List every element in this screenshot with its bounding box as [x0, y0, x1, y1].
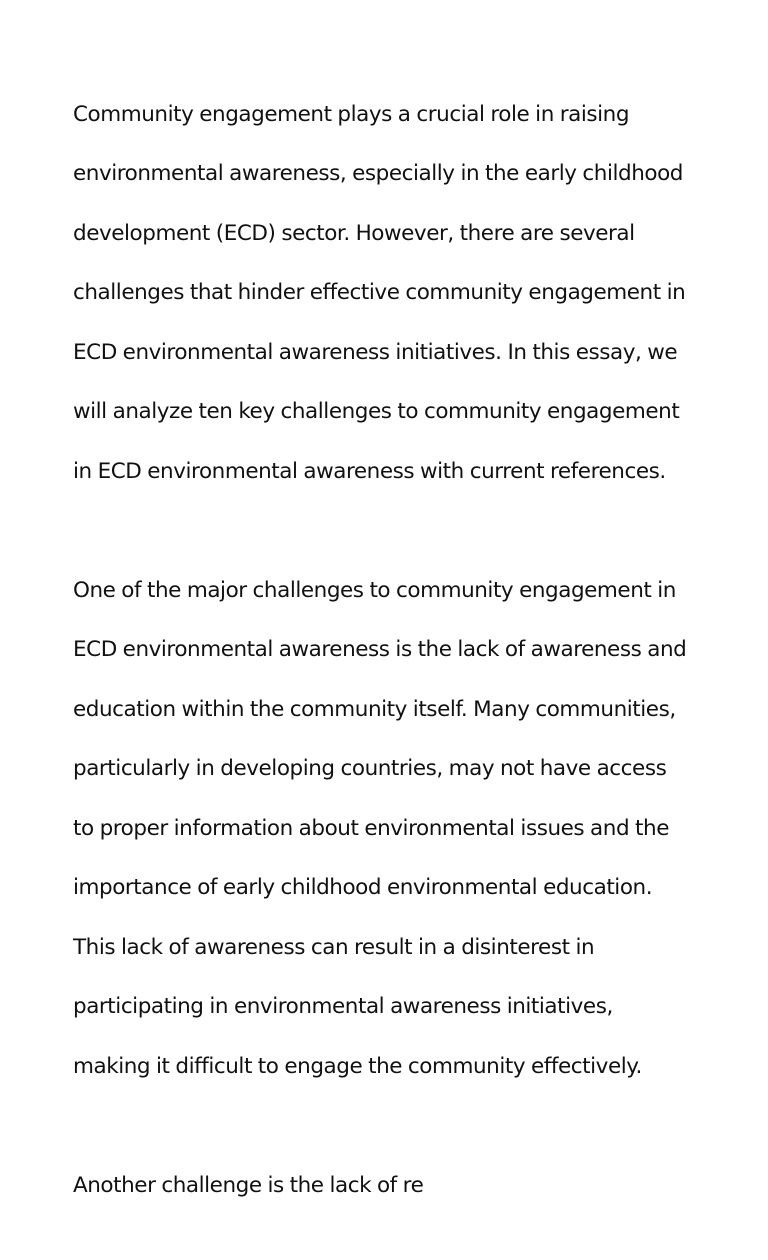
text-line: in ECD environmental awareness with current references.	[73, 458, 666, 484]
document-page	[73, 70, 703, 1260]
text-line: making it difficult to engage the community effectively.	[73, 1053, 642, 1079]
text-line: will analyze ten key challenges to community engagement	[73, 399, 680, 425]
paragraph-introduction	[73, 70, 703, 516]
text-line: environmental awareness, especially in the early childhood	[73, 161, 683, 187]
text-line: Another challenge is the lack of re	[73, 1172, 424, 1198]
text-line: ECD environmental awareness initiatives. In this essay, we	[73, 339, 678, 365]
text-line: One of the major challenges to community engagement in	[73, 577, 676, 603]
text-line: particularly in developing countries, may not have access	[73, 756, 667, 782]
text-line: importance of early childhood environmental education.	[73, 875, 653, 901]
text-line: education within the community itself. Many communities,	[73, 696, 676, 722]
text-line: This lack of awareness can result in a disinterest in	[73, 934, 595, 960]
paragraph-truncated	[73, 1141, 703, 1230]
text-line: development (ECD) sector. However, there are several	[73, 220, 635, 246]
paragraph-awareness-challenge	[73, 546, 703, 1111]
text-line: participating in environmental awareness initiatives,	[73, 994, 613, 1020]
text-line: to proper information about environmental issues and the	[73, 815, 669, 841]
text-line: Community engagement plays a crucial role in raising	[73, 101, 630, 127]
text-line: challenges that hinder effective community engagement in	[73, 280, 686, 306]
text-line: ECD environmental awareness is the lack of awareness and	[73, 637, 687, 663]
